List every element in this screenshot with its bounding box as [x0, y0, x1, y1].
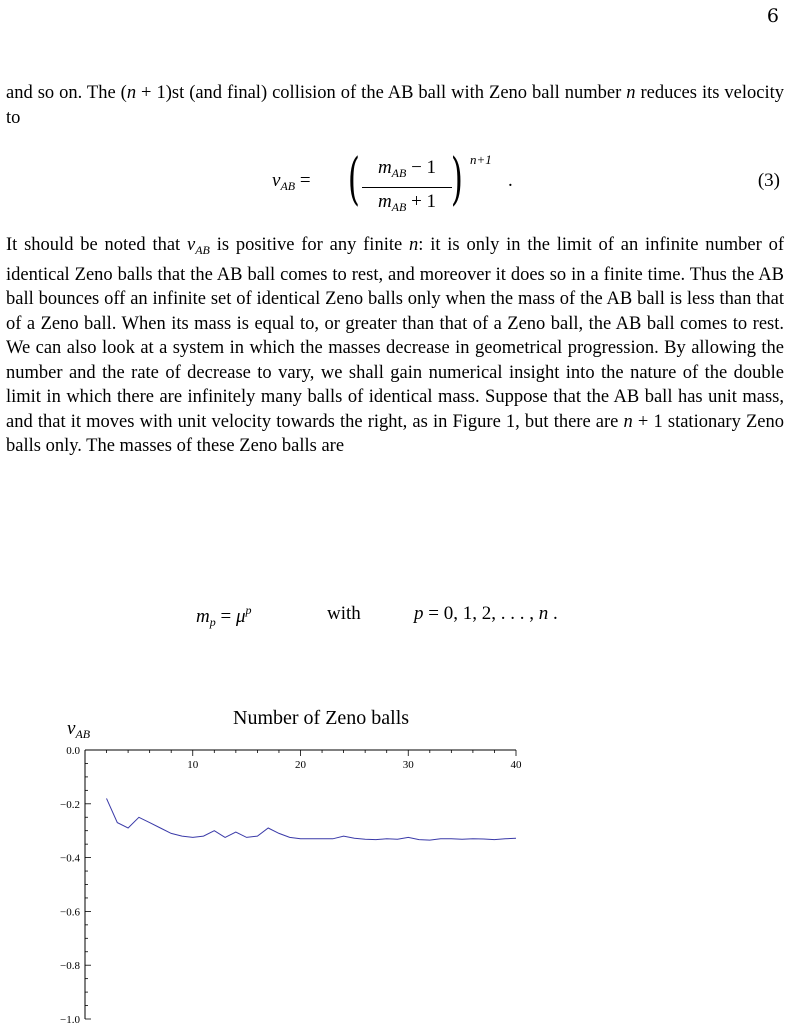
fraction-bar — [362, 187, 452, 188]
equation-masses-with: with — [327, 603, 361, 624]
paragraph-2-text-c: : it is only in the limit of an infinite number of identical Zeno balls that the AB ball comes to rest, and moreover it does so in a finite time. Thus the AB ball bounces off an infinite set of identical Zeno balls only when the mass of the AB ball is less than that of a Zeno ball. When its mass is equal to, or greater than that of a Zeno ball, the AB ball comes to rest. We can also look at a system in which the masses decrease in geometrical progression. By allowing the number and the rate of decrease to vary, we shall gain numerical insight into the nature of the double limit in which there are infinitely many balls of identical mass. Suppose that the AB ball has unit mass, and that it moves with unit velocity towards the right, as in Figure 1, but there are — [6, 235, 784, 432]
x-tick-label: 10 — [187, 759, 199, 771]
chart-y-label: $v_{AB}$ — [67, 718, 91, 741]
math-subscript: AB — [280, 179, 296, 193]
left-paren: ( — [347, 147, 360, 212]
equation-number: (3) — [757, 170, 780, 191]
equals-sign: = — [299, 170, 311, 191]
equation-masses — [0, 603, 789, 633]
paragraph-1-text-a: and so on. The ( — [6, 83, 127, 103]
math-v: v — [187, 235, 196, 255]
math-v: v — [272, 170, 281, 191]
math-subscript: AB — [195, 243, 210, 257]
y-tick-label: 0.0 — [66, 745, 80, 757]
equation-3-exponent: n+1 — [470, 152, 492, 167]
y-tick-label: −1.0 — [60, 1014, 80, 1026]
right-paren: ) — [450, 147, 463, 212]
series-line — [107, 798, 517, 840]
equation-masses-range: p = 0, 1, 2, . . . , n . — [414, 603, 558, 624]
math-n: n — [623, 411, 633, 432]
equation-3 — [0, 148, 789, 218]
paragraph-2-text-d: + 1 stationary Zeno balls only. The masses of these Zeno balls are — [6, 411, 784, 456]
paragraph-2-text-a: It should be noted that — [6, 235, 187, 255]
y-tick-label: −0.4 — [60, 852, 80, 865]
fraction-numerator: $m_{AB} - 1$ — [377, 157, 437, 180]
math-n: n — [626, 83, 636, 103]
paragraph-1-text-c: reduces its velocity to — [6, 83, 784, 128]
figure-chart — [0, 700, 789, 1031]
equation-masses-lhs: $m_p = \mu^p$ — [196, 603, 252, 629]
equation-3-period: . — [508, 170, 513, 191]
x-tick-label: 20 — [295, 759, 306, 771]
y-tick-label: −0.6 — [60, 906, 80, 919]
x-tick-label: 40 — [510, 759, 522, 771]
equation-3-lhs — [272, 170, 311, 194]
paragraph-1-text-b: + 1)st (and final) collision of the AB ball with Zeno ball number — [136, 83, 627, 103]
paragraph-1 — [6, 81, 784, 130]
equation-3-fraction — [362, 156, 452, 219]
y-tick-label: −0.2 — [60, 798, 80, 811]
y-tick-label: −0.8 — [60, 960, 80, 973]
math-n: n — [126, 83, 137, 103]
chart-title: Number of Zeno balls — [233, 707, 410, 729]
paragraph-2-text-b: is positive for any finite — [209, 235, 409, 255]
x-tick-label: 30 — [402, 759, 414, 771]
paragraph-2 — [6, 233, 784, 459]
page-number: 6 — [766, 5, 779, 27]
math-n: n — [409, 235, 419, 255]
chart-plot — [0, 700, 789, 1031]
fraction-denominator: $m_{AB} + 1$ — [377, 191, 437, 214]
